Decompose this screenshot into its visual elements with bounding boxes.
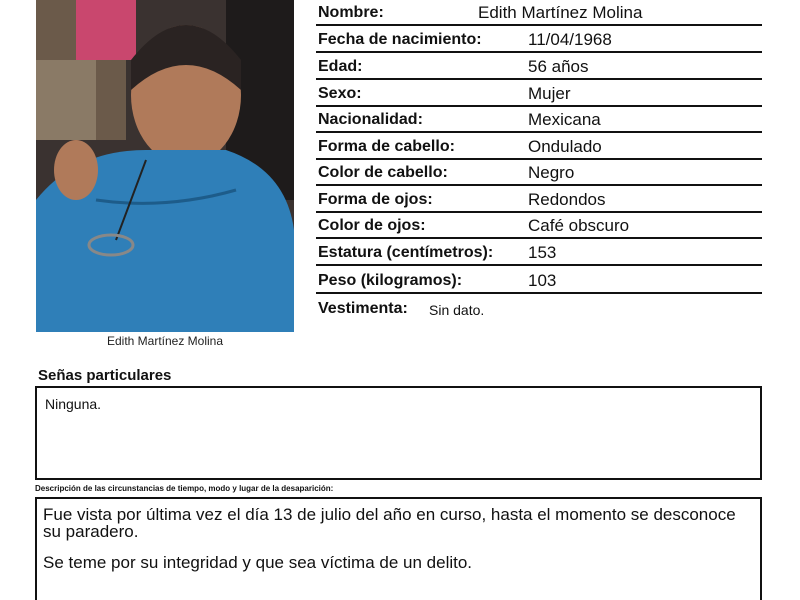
field-value: Negro (528, 163, 575, 182)
field-label: Peso (kilogramos): (318, 272, 463, 289)
field-label: Forma de ojos: (318, 191, 433, 208)
field-label: Color de ojos: (318, 217, 426, 234)
field-label: Vestimenta: (318, 300, 408, 317)
field-label: Nombre: (318, 4, 384, 21)
field-row-forma-ojos (316, 187, 762, 213)
senas-particulares-text: Ninguna. (45, 396, 102, 412)
field-row-forma-cabello (316, 134, 762, 160)
field-value: Mexicana (528, 110, 601, 129)
field-label: Nacionalidad: (318, 111, 423, 128)
senas-particulares-box (35, 386, 762, 480)
field-value: Ondulado (528, 137, 602, 156)
field-row-nacionalidad (316, 107, 762, 133)
field-value: Mujer (528, 84, 571, 103)
description-paragraph: Fue vista por última vez el día 13 de julio del año en curso, hasta el momento se desconoce su paradero. (43, 505, 736, 541)
field-value: Edith Martínez Molina (478, 3, 643, 22)
field-value: Sin dato. (429, 302, 485, 318)
senas-particulares-title: Señas particulares (38, 367, 172, 384)
field-value: 153 (528, 243, 557, 262)
field-value: 56 años (528, 57, 589, 76)
field-row-color-ojos (316, 213, 762, 239)
field-row-peso (316, 268, 762, 294)
field-value: 11/04/1968 (528, 30, 612, 49)
field-value: 103 (528, 271, 557, 290)
field-label: Estatura (centímetros): (318, 244, 494, 261)
field-row-fecha-nacimiento (316, 27, 762, 53)
person-photo (36, 0, 294, 332)
description-paragraph: Se teme por su integridad y que sea víctima de un delito. (43, 553, 473, 572)
field-row-nombre (316, 0, 762, 26)
field-value: Redondos (528, 190, 606, 209)
field-label: Fecha de nacimiento: (318, 31, 482, 48)
field-row-vestimenta (316, 294, 762, 320)
field-label: Sexo: (318, 85, 362, 102)
field-row-sexo (316, 81, 762, 107)
field-label: Edad: (318, 58, 363, 75)
description-box (35, 497, 762, 600)
field-value: Café obscuro (528, 216, 630, 235)
field-label: Color de cabello: (318, 164, 448, 181)
field-row-edad (316, 54, 762, 80)
field-label: Forma de cabello: (318, 138, 455, 155)
field-row-color-cabello (316, 160, 762, 186)
photo-caption: Edith Martínez Molina (106, 334, 224, 348)
field-row-estatura (316, 240, 762, 266)
description-title: Descripción de las circunstancias de tiempo, modo y lugar de la desaparición: (35, 484, 334, 493)
